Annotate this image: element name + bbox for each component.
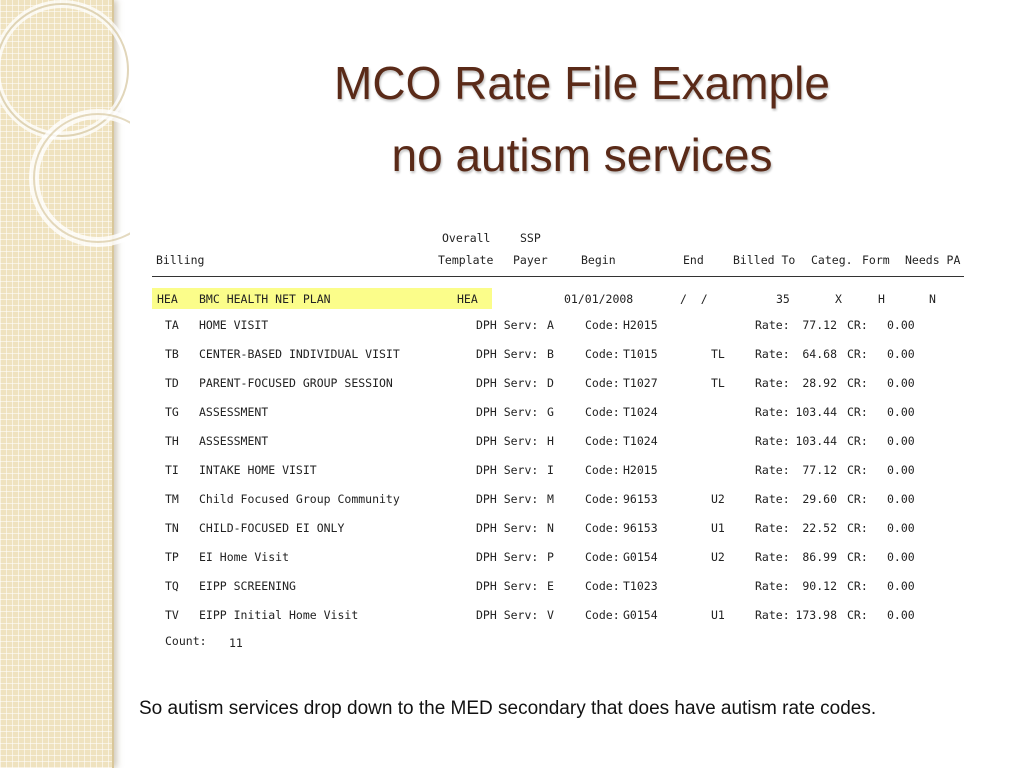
header-needs-pa: Needs PA [905,253,961,267]
service-cr: 0.00 [887,463,915,477]
service-code: TD [165,376,179,390]
service-modifier: U2 [711,550,725,564]
service-cr: 0.00 [887,608,915,622]
service-description: Child Focused Group Community [199,492,400,506]
service-description: HOME VISIT [199,318,269,332]
service-description: PARENT-FOCUSED GROUP SESSION [199,376,393,390]
service-procedure-code: 96153 [623,492,658,506]
service-cr-label: CR: [847,492,868,506]
service-code-label: Code: [585,318,620,332]
header-overall: Overall [442,231,491,245]
service-letter: E [547,579,554,593]
service-procedure-code: T1023 [623,579,658,593]
service-letter: N [547,521,554,535]
service-dph-label: DPH Serv: [476,579,539,593]
plan-needs-pa: N [929,292,936,306]
header-template: Template [438,253,494,267]
service-rate-label: Rate: [755,318,790,332]
plan-form: H [878,292,885,306]
count-label: Count: [165,634,207,648]
service-procedure-code: T1024 [623,434,658,448]
service-cr: 0.00 [887,579,915,593]
service-rate-label: Rate: [755,521,790,535]
service-rate: 64.68 [802,347,837,361]
service-dph-label: DPH Serv: [476,492,539,506]
service-modifier: TL [711,347,725,361]
header-categ: Categ. [811,253,853,267]
service-modifier: U1 [711,521,725,535]
service-code-label: Code: [585,492,620,506]
service-code: TN [165,521,179,535]
service-rate: 77.12 [802,463,837,477]
plan-categ: X [835,292,842,306]
service-rate: 86.99 [802,550,837,564]
service-procedure-code: G0154 [623,550,658,564]
service-rate: 77.12 [802,318,837,332]
service-procedure-code: T1015 [623,347,658,361]
service-code: TQ [165,579,179,593]
service-rate-label: Rate: [755,434,790,448]
slide-title: MCO Rate File Example [334,57,830,109]
service-rate: 22.52 [802,521,837,535]
service-letter: I [547,463,554,477]
service-rate-label: Rate: [755,492,790,506]
service-modifier: U1 [711,608,725,622]
service-cr-label: CR: [847,318,868,332]
service-cr-label: CR: [847,608,868,622]
service-modifier: U2 [711,492,725,506]
service-cr: 0.00 [887,318,915,332]
service-dph-label: DPH Serv: [476,376,539,390]
service-procedure-code: 96153 [623,521,658,535]
service-rate: 173.98 [795,608,837,622]
service-modifier: TL [711,376,725,390]
service-cr: 0.00 [887,347,915,361]
service-letter: A [547,318,554,332]
slide-subtitle: no autism services [391,129,773,181]
service-cr-label: CR: [847,347,868,361]
service-dph-label: DPH Serv: [476,463,539,477]
service-letter: B [547,347,554,361]
service-rate-label: Rate: [755,550,790,564]
service-rate-label: Rate: [755,405,790,419]
service-code: TH [165,434,179,448]
service-description: INTAKE HOME VISIT [199,463,317,477]
count-value: 11 [229,636,243,650]
service-code: TM [165,492,179,506]
header-ssp: SSP [520,231,541,245]
service-code: TB [165,347,179,361]
service-cr: 0.00 [887,405,915,419]
service-cr-label: CR: [847,521,868,535]
service-procedure-code: T1024 [623,405,658,419]
service-dph-label: DPH Serv: [476,550,539,564]
service-rate: 103.44 [795,405,837,419]
service-cr: 0.00 [887,434,915,448]
service-code-label: Code: [585,434,620,448]
header-form: Form [862,253,890,267]
service-letter: V [547,608,554,622]
service-cr-label: CR: [847,376,868,390]
service-code: TG [165,405,179,419]
service-dph-label: DPH Serv: [476,405,539,419]
service-rate-label: Rate: [755,463,790,477]
header-payer: Payer [513,253,548,267]
service-description: ASSESSMENT [199,405,269,419]
service-rate-label: Rate: [755,376,790,390]
service-code-label: Code: [585,405,620,419]
service-code-label: Code: [585,608,620,622]
service-dph-label: DPH Serv: [476,347,539,361]
plan-name: BMC HEALTH NET PLAN [199,292,331,306]
service-description: ASSESSMENT [199,434,269,448]
service-description: EIPP Initial Home Visit [199,608,359,622]
service-cr: 0.00 [887,550,915,564]
service-cr: 0.00 [887,376,915,390]
service-procedure-code: T1027 [623,376,658,390]
service-dph-label: DPH Serv: [476,521,539,535]
service-code: TP [165,550,179,564]
service-cr-label: CR: [847,579,868,593]
service-cr-label: CR: [847,550,868,564]
service-description: EIPP SCREENING [199,579,296,593]
service-letter: G [547,405,554,419]
service-cr-label: CR: [847,434,868,448]
service-description: CENTER-BASED INDIVIDUAL VISIT [199,347,400,361]
plan-begin: 01/01/2008 [564,292,634,306]
service-cr: 0.00 [887,492,915,506]
service-procedure-code: H2015 [623,463,658,477]
service-code-label: Code: [585,521,620,535]
service-description: CHILD-FOCUSED EI ONLY [199,521,345,535]
header-begin: Begin [581,253,616,267]
service-letter: M [547,492,554,506]
service-cr: 0.00 [887,521,915,535]
service-rate: 29.60 [802,492,837,506]
service-letter: D [547,376,554,390]
service-code-label: Code: [585,347,620,361]
service-rate-label: Rate: [755,608,790,622]
service-cr-label: CR: [847,405,868,419]
service-letter: P [547,550,554,564]
service-procedure-code: H2015 [623,318,658,332]
service-dph-label: DPH Serv: [476,608,539,622]
plan-template: HEA [457,292,478,306]
service-rate: 28.92 [802,376,837,390]
service-rate: 103.44 [795,434,837,448]
header-billed-to: Billed To [733,253,796,267]
service-rate-label: Rate: [755,579,790,593]
service-code-label: Code: [585,376,620,390]
header-billing: Billing [156,253,205,267]
service-code: TV [165,608,179,622]
service-procedure-code: G0154 [623,608,658,622]
service-code-label: Code: [585,463,620,477]
service-code: TI [165,463,179,477]
service-dph-label: DPH Serv: [476,434,539,448]
service-rate: 90.12 [802,579,837,593]
service-cr-label: CR: [847,463,868,477]
slide-footnote: So autism services drop down to the MED secondary that does have autism rate codes. [139,698,877,719]
service-code-label: Code: [585,550,620,564]
plan-billed-to: 35 [776,292,790,306]
plan-code: HEA [157,292,178,306]
service-rate-label: Rate: [755,347,790,361]
plan-end: / / [680,292,708,306]
service-letter: H [547,434,554,448]
service-description: EI Home Visit [199,550,290,564]
service-dph-label: DPH Serv: [476,318,539,332]
header-divider [152,276,964,277]
service-code: TA [165,318,179,332]
service-code-label: Code: [585,579,620,593]
header-end: End [683,253,704,267]
